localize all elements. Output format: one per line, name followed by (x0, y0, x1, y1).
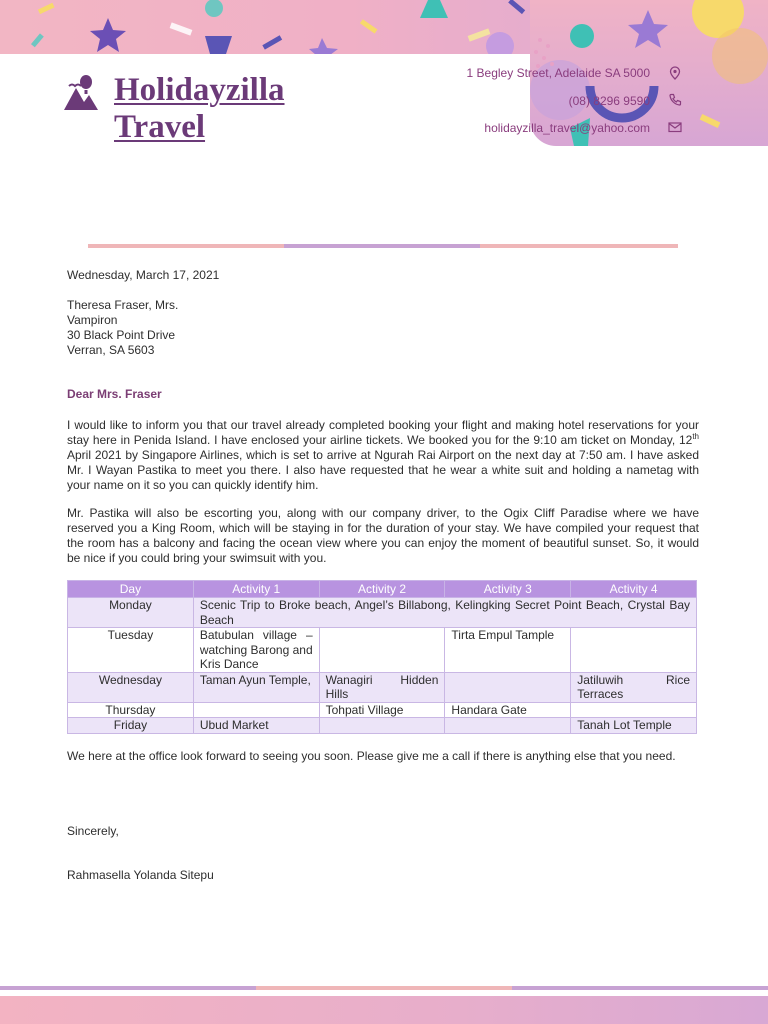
table-cell (445, 672, 571, 702)
paragraph-text: April 2021 by Singapore Airlines, which is set to arrive at Ngurah Rai Airport on the next day at 7:50 am. I have asked Mr. I Wayan Pastika to meet you there. I also have requested that he wear a white suit and holding a nametag with your name on it so you can quickly identify him. (67, 448, 699, 492)
recipient-line: 30 Black Point Drive (67, 328, 176, 342)
table-cell: Tanah Lot Temple (571, 718, 697, 734)
contact-email[interactable]: holidayzilla_travel@yahoo.com (484, 121, 650, 135)
paragraph-text: I would like to inform you that our travel already completed booking your flight and making hotel reservations for your stay here in Penida Island. I have enclosed your airline tickets. We booked you for the 9:10 am ticket on Monday, 12 (67, 418, 699, 447)
table-cell: Wanagiri Hidden Hills (319, 672, 445, 702)
letter-paragraph-2: Mr. Pastika will also be escorting you, along with our company driver, to the Ogix Cliff Paradise where we have reserved you a King Room, which will be staying in for the duration of your stay. We have compiled your request that the room has a balcony and facing the ocean view where you can enjoy the moment of beautiful sunset. So, it would be nice if you could bring your swimsuit with you. (67, 506, 699, 565)
header-activity-1: Activity 1 (193, 581, 319, 598)
table-cell: Handara Gate (445, 702, 571, 718)
recipient-line: Theresa Fraser, Mrs. (67, 298, 179, 312)
table-cell-day: Thursday (68, 702, 194, 718)
activity-schedule-table (67, 580, 697, 734)
table-cell-day: Wednesday (68, 672, 194, 702)
table-cell: Jatiluwih Rice Terraces (571, 672, 697, 702)
table-cell: Tohpati Village (319, 702, 445, 718)
envelope-icon (668, 120, 682, 134)
table-cell: Tirta Empul Tample (445, 628, 571, 673)
table-cell: Ubud Market (193, 718, 319, 734)
letter-closing: Sincerely, (67, 824, 119, 838)
recipient-line: Verran, SA 5603 (67, 343, 155, 357)
table-row (68, 702, 697, 718)
table-cell: Batubulan village – watching Barong and Kris Dance (193, 628, 319, 673)
header-divider (88, 244, 678, 248)
table-row (68, 672, 697, 702)
contact-phone: (08) 8296 9590 (568, 94, 650, 108)
table-row (68, 718, 697, 734)
ordinal-suffix: th (692, 432, 699, 441)
table-cell-day: Monday (68, 598, 194, 628)
contact-address: 1 Begley Street, Adelaide SA 5000 (466, 66, 650, 80)
letter-paragraph-1 (67, 418, 699, 493)
table-cell: Taman Ayun Temple, (193, 672, 319, 702)
table-cell-merged: Scenic Trip to Broke beach, Angel’s Billabong, Kelingking Secret Point Beach, Crystal Bay Beach (193, 598, 696, 628)
brand-name (114, 72, 285, 146)
table-cell (319, 628, 445, 673)
location-pin-icon (668, 66, 682, 80)
mountain-balloon-logo-icon (62, 74, 100, 114)
letter-date: Wednesday, March 17, 2021 (67, 268, 220, 282)
table-row (68, 598, 697, 628)
letter-greeting: Dear Mrs. Fraser (67, 387, 162, 401)
footer-bar (0, 996, 768, 1024)
table-header-row (68, 581, 697, 598)
letter-signature: Rahmasella Yolanda Sitepu (67, 868, 214, 882)
table-cell (193, 702, 319, 718)
table-cell (571, 702, 697, 718)
phone-icon (668, 93, 682, 107)
recipient-address (67, 298, 699, 358)
brand-logo (62, 72, 285, 146)
letter-paragraph-3: We here at the office look forward to seeing you soon. Please give me a call if there is anything else that you need. (67, 749, 676, 763)
table-row (68, 628, 697, 673)
table-cell (319, 718, 445, 734)
brand-name-line2: Travel (114, 109, 206, 145)
recipient-line: Vampiron (67, 313, 118, 327)
header-activity-4: Activity 4 (571, 581, 697, 598)
header-day: Day (68, 581, 194, 598)
table-cell (571, 628, 697, 673)
table-cell (445, 718, 571, 734)
table-cell-day: Friday (68, 718, 194, 734)
header-activity-2: Activity 2 (319, 581, 445, 598)
table-cell-day: Tuesday (68, 628, 194, 673)
header-activity-3: Activity 3 (445, 581, 571, 598)
brand-name-line1: Holidayzilla (114, 72, 285, 108)
footer-divider (0, 986, 768, 990)
